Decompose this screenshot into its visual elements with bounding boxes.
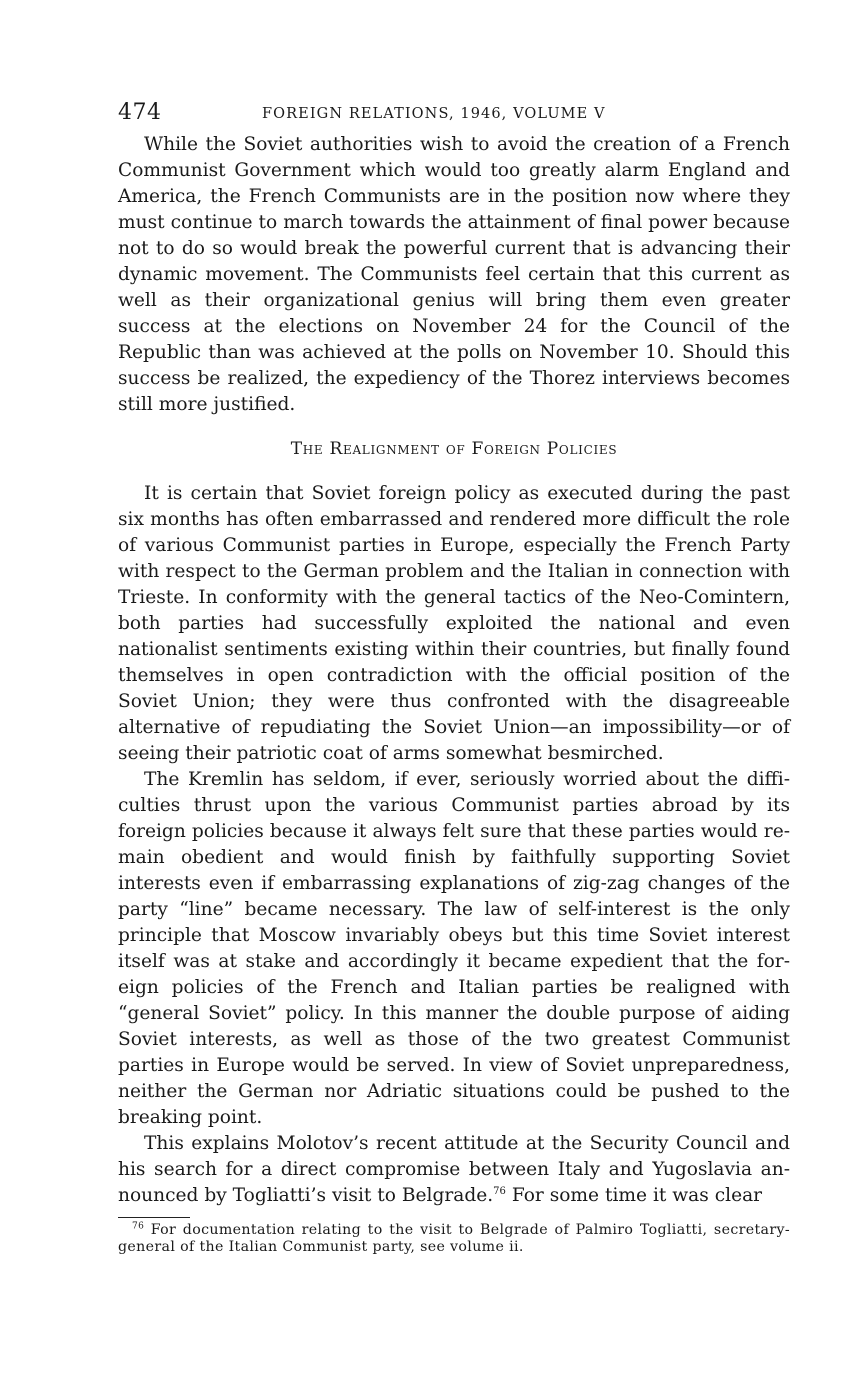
footnote-text: For documentation relating to the visit to Belgrade of Palmiro Togliatti, secretary-general of the Italian Communist party, see volume ii. (118, 1222, 790, 1255)
paragraph-1: While the Soviet authorities wish to avoid the creation of a French Communist Government which would too greatly alarm England and America, the French Communists are in the position now where they must continue to march towards the attainment of final power because not to do so would break the powerful current that is advancing their dynamic movement. The Communists feel certain that this current as well as their organizational genius will bring them even greater success at the elections on November 24 for the Council of the Republic than was achieved at the polls on November 10. Should this success be realized, the expediency of the Thorez interviews becomes still more justified. (118, 134, 790, 415)
footnote-reference[interactable]: 76 (493, 1185, 506, 1197)
paragraph-4-text: This explains Molotov’s recent attitude at the Security Council and his search for a direct compromise between Italy and Yugoslavia announced by Togliatti’s visit to Belgrade. (118, 1133, 790, 1206)
paragraph-4-text-end: For some time it was clear (505, 1185, 763, 1206)
section-heading: The Realignment of Foreign Policies (290, 439, 618, 459)
document-page (118, 98, 790, 1256)
paragraph-3: The Kremlin has seldom, if ever, seriously worried about the difficulties thrust upon the various Communist parties abroad by its foreign policies because it always felt sure that these parties would remain obedient and would finish by faithfully supporting Soviet interests even if embarrassing explanations of zig-zag changes of the party “line” became necessary. The law of self-interest is the only principle that Moscow invariably obeys but this time Soviet interest itself was at stake and accordingly it became expedient that the foreign policies of the French and Italian parties be realigned with “general Soviet” policy. In this manner the double purpose of aiding Soviet interests, as well as those of the two greatest Communist parties in Europe would be served. In view of Soviet unpreparedness, neither the German nor Adriatic situations could be pushed to the breaking point. (118, 769, 790, 1128)
running-header (118, 98, 790, 132)
page-number: 474 (118, 100, 162, 125)
paragraph-2: It is certain that Soviet foreign policy as executed during the past six months has often embarrassed and rendered more difficult the role of various Communist parties in Europe, especially the French Party with respect to the German problem and the Italian in connection with Trieste. In conformity with the general tactics of the Neo-Comintern, both parties had successfully exploited the national and even nationalist sentiments existing within their countries, but finally found themselves in open contradiction with the official position of the Soviet Union; they were thus confronted with the disagreeable alternative of repudiating the Soviet Union—an impossibility—or of seeing their patriotic coat of arms somewhat besmirched. (118, 483, 790, 764)
footnote (118, 1222, 790, 1256)
paragraph-4 (118, 1131, 790, 1209)
footnote-divider (118, 1217, 190, 1218)
footnote-marker: 76 (132, 1221, 145, 1232)
running-title: FOREIGN RELATIONS, 1946, VOLUME V (262, 106, 606, 122)
